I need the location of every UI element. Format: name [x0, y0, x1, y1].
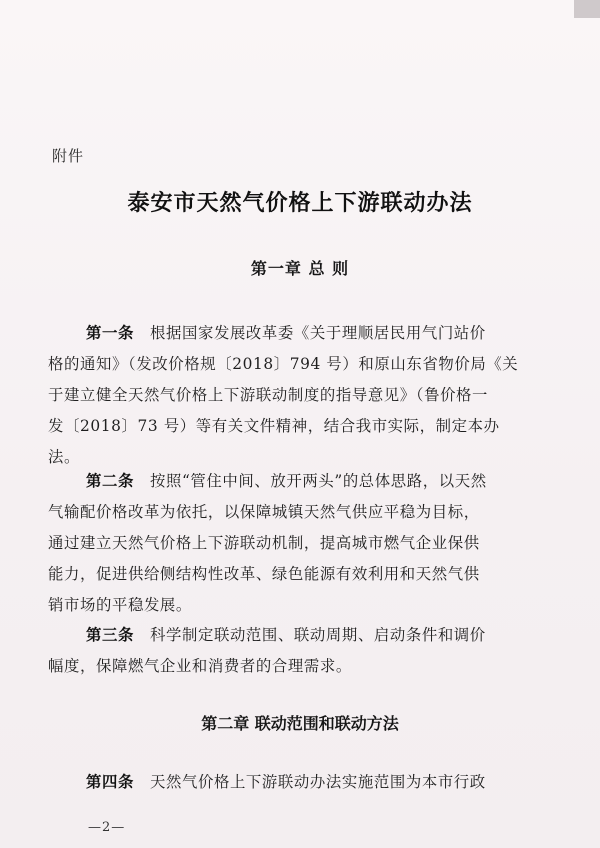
article-4: [86, 767, 546, 798]
article-line: 气输配价格改革为依托，以保障城镇天然气供应平稳为目标，: [48, 503, 480, 521]
article-3: [48, 620, 546, 682]
chapter-1-heading: 第一章 总 则: [250, 259, 350, 278]
article-line: 发〔2018〕73 号）等有关文件精神，结合我市实际，制定本办: [48, 417, 500, 435]
article-text: 按照“管住中间、放开两头”的总体思路，以天然: [149, 472, 487, 490]
scan-corner-mark: [574, 0, 600, 18]
article-line: [86, 767, 546, 798]
article-line: [86, 620, 546, 651]
article-label: 第三条: [86, 626, 134, 644]
article-text: 天然气价格上下游联动办法实施范围为本市行政: [149, 773, 486, 791]
article-line: 法。: [48, 448, 80, 466]
article-line: [86, 318, 546, 349]
article-line: 幅度，保障燃气企业和消费者的合理需求。: [48, 657, 352, 675]
article-label: 第四条: [86, 773, 134, 791]
article-1: [48, 318, 546, 473]
article-line: 格的通知》（发改价格规〔2018〕794 号）和原山东省物价局《关: [48, 355, 519, 373]
article-line: [86, 466, 546, 497]
article-2: [48, 466, 546, 621]
article-label: 第二条: [86, 472, 134, 490]
chapter-2-heading: 第二章 联动范围和联动方法: [201, 714, 399, 733]
article-text: 根据国家发展改革委《关于理顺居民用气门站价: [149, 324, 486, 342]
attachment-label: 附件: [52, 147, 85, 165]
document-title: 泰安市天然气价格上下游联动办法: [127, 190, 473, 216]
article-line: 能力，促进供给侧结构性改革、绿色能源有效利用和天然气供: [48, 565, 480, 583]
article-line: 于建立健全天然气价格上下游联动制度的指导意见》（鲁价格一: [48, 386, 489, 404]
page-number: —2—: [88, 820, 126, 835]
article-line: 通过建立天然气价格上下游联动机制，提高城市燃气企业保供: [48, 534, 480, 552]
article-line: 销市场的平稳发展。: [48, 596, 192, 614]
article-label: 第一条: [86, 324, 134, 342]
article-text: 科学制定联动范围、联动周期、启动条件和调价: [149, 626, 486, 644]
